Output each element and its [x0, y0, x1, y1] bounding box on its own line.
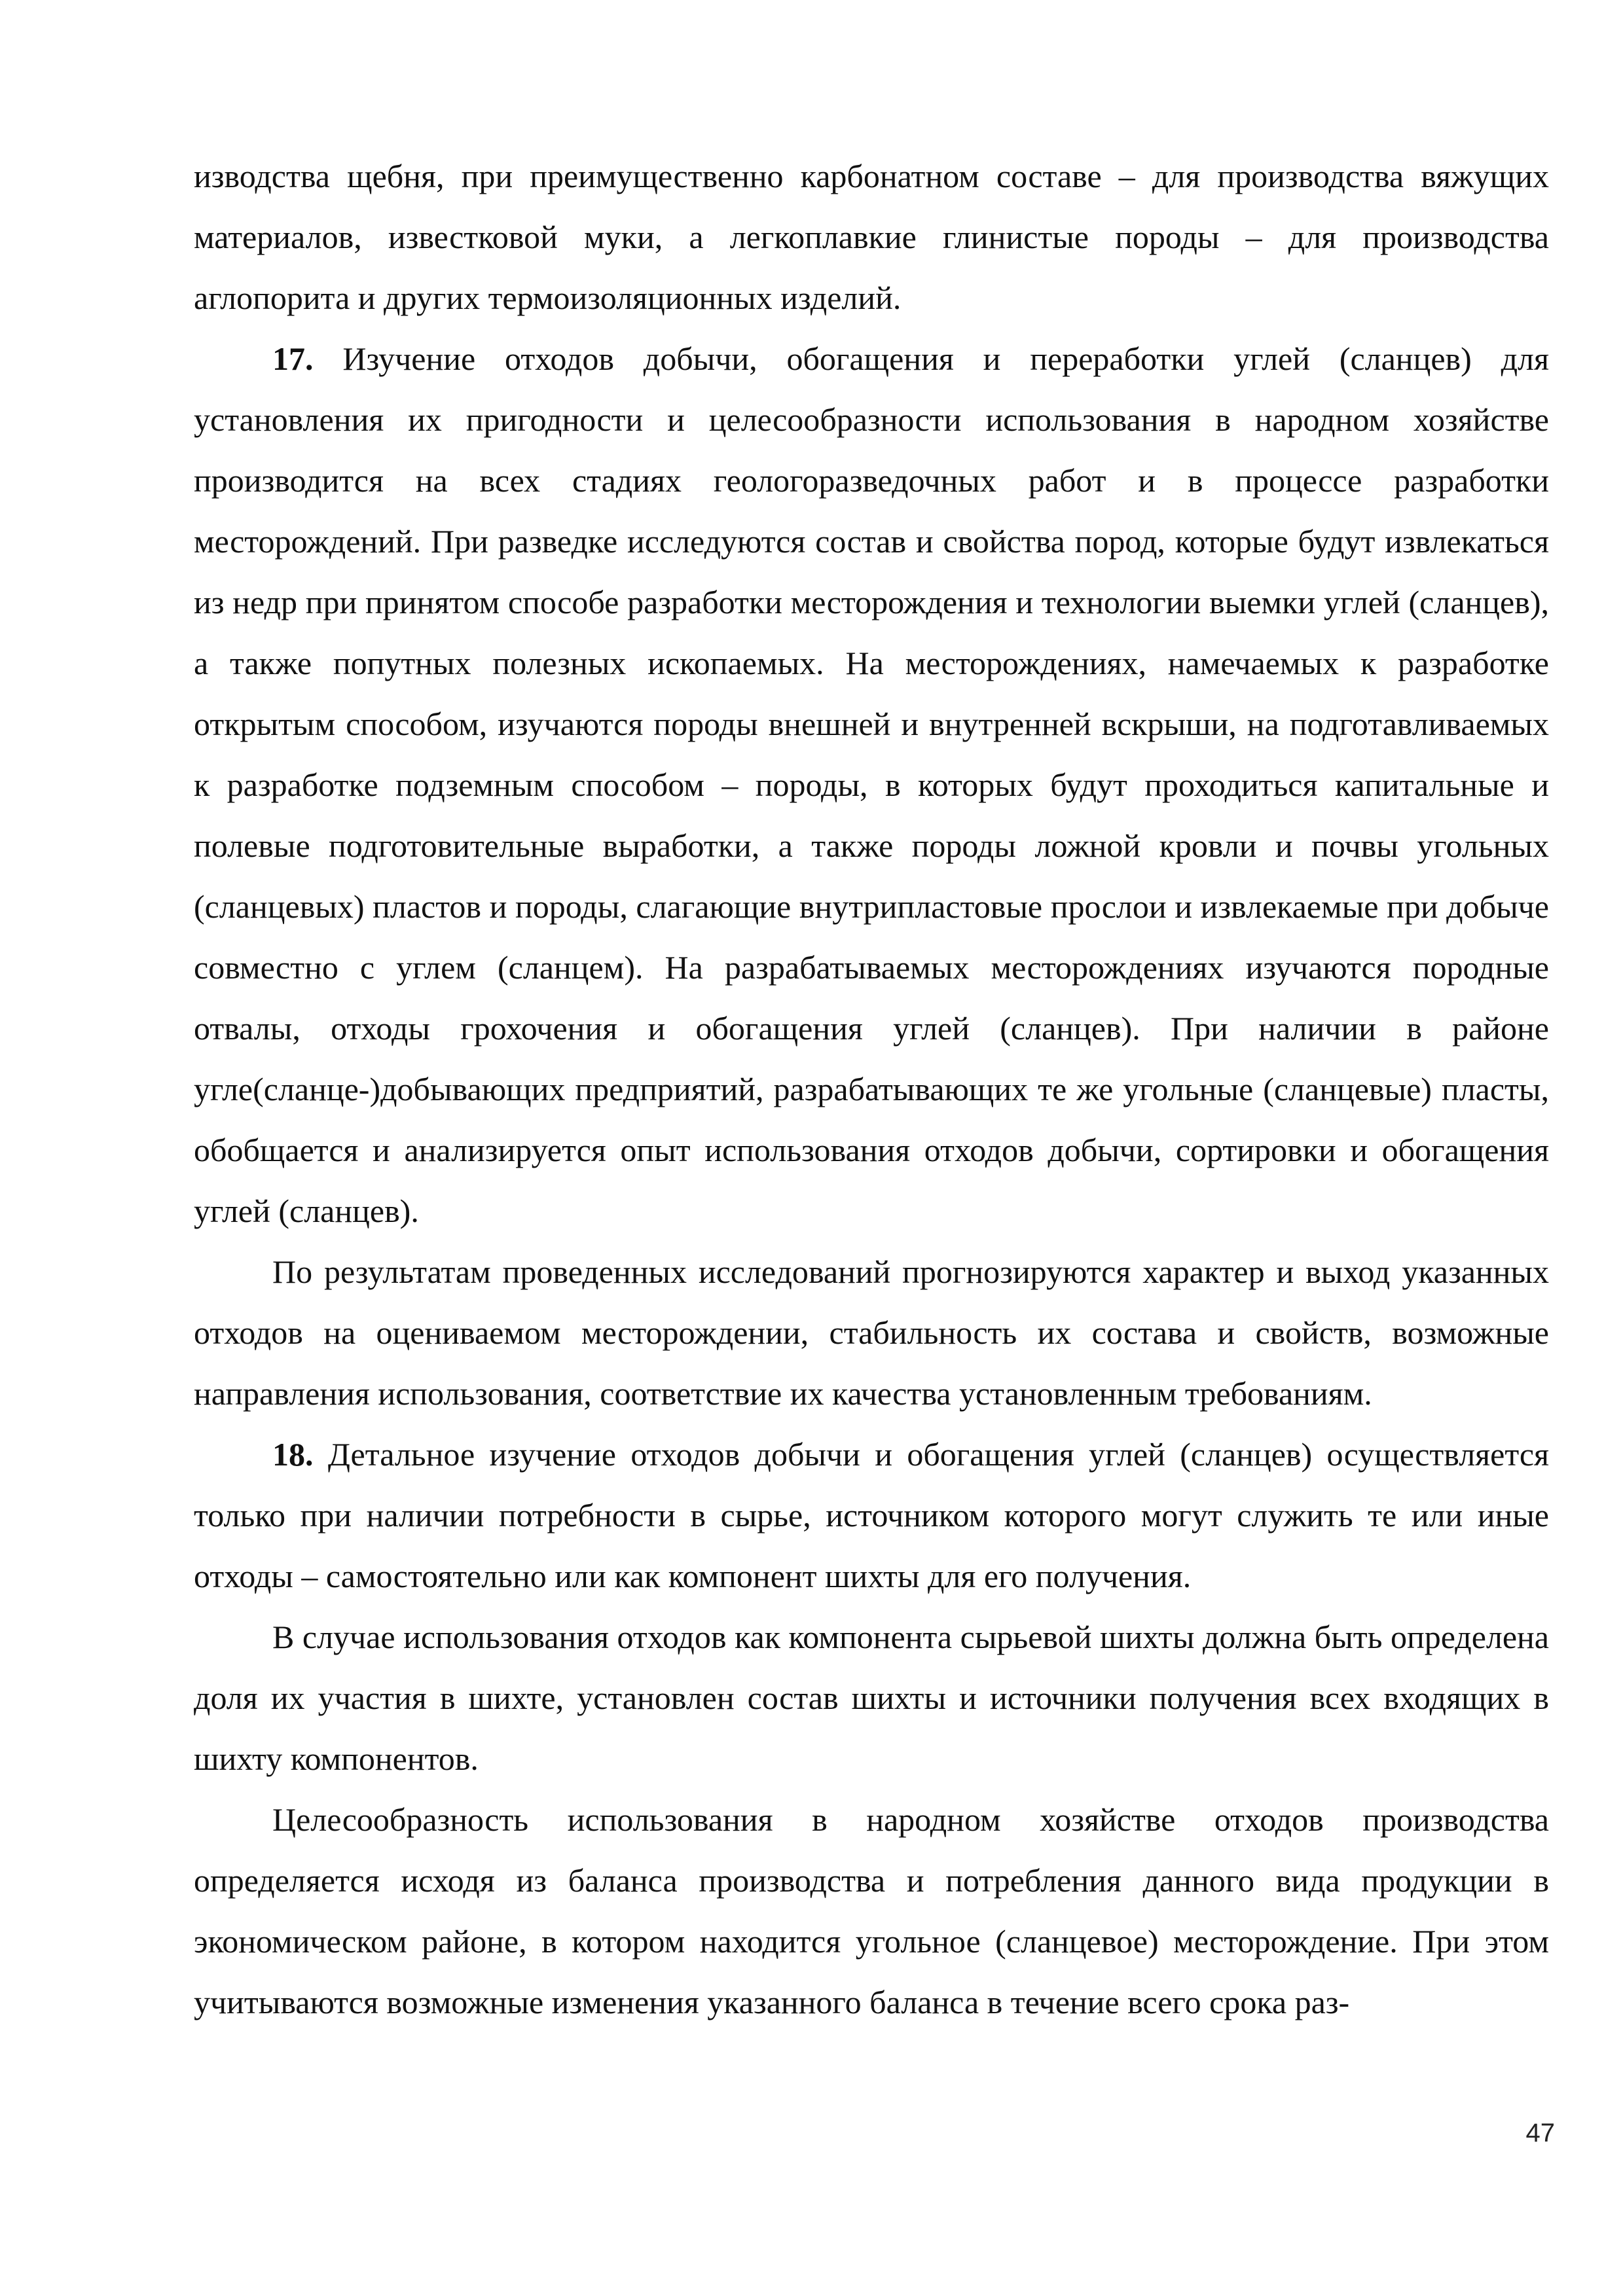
paragraph-text: Детальное изучение отходов добычи и обогащения углей (сланцев) осуществляется только при наличии потребности в сырье, источником которого могут служить те или иные отходы – самостоятельно или как компонент шихты для его получения. — [194, 1436, 1550, 1594]
item-number: 18. — [272, 1436, 314, 1473]
paragraph-text: Целесообразность использования в народном хозяйстве отходов производства определяется исходя из баланса производства и потребления данного вида продукции в экономическом районе, в котором находится угольное (сланцевое) месторождение. При этом учитываются возможные изменения указанного баланса в течение всего срока раз- — [194, 1801, 1549, 2020]
paragraph-text: Изучение отходов добычи, обогащения и переработки углей (сланцев) для установления их пригодности и целесообразности использования в народном хозяйстве производится на всех стадиях геологоразведочных работ и в процессе разработки месторождений. При разведке исследуются состав и свойства пород, которые будут извлекаться из недр при принятом способе разработки месторождения и технологии выемки углей (сланцев), а также попутных полезных ископаемых. На месторождениях, намечаемых к разработке открытым способом, изучаются породы внешней и внутренней вскрыши, на подготавливаемых к разработке подземным способом – породы, в которых будут проходиться капитальные и полевые подготовительные выработки, а также породы ложной кровли и почвы угольных (сланцевых) пластов и породы, слагающие внутрипластовые прослои и извлекаемые при добыче совместно с углем (сланцем). На разрабатываемых месторождениях изучаются породные отвалы, отходы грохочения и обогащения углей (сланцев). При наличии в районе угле(сланце-)добывающих предприятий, разрабатывающих те же угольные (сланцевые) пласты, обобщается и анализируется опыт использования отходов добычи, сортировки и обогащения углей (сланцев). — [194, 340, 1549, 1229]
item-number: 17. — [272, 340, 314, 377]
paragraph-text: В случае использования отходов как компонента сырьевой шихты должна быть определена доля их участия в шихте, установлен состав шихты и источники получения всех входящих в шихту компонентов. — [194, 1619, 1549, 1777]
paragraph-expediency — [194, 1789, 1549, 2033]
paragraph-charge — [194, 1607, 1549, 1789]
paragraph-text: По результатам проведенных исследований прогнозируются характер и выход указанных отходов на оцениваемом месторождении, стабильность их состава и свойств, возможные направления использования, соответствие их качества установленным требованиям. — [194, 1253, 1549, 1412]
paragraph-text: изводства щебня, при преимущественно карбонатном составе – для производства вяжущих материалов, известковой муки, а легкоплавкие глинистые породы – для производства аглопорита и других термоизоляционных изделий. — [194, 158, 1549, 316]
paragraph-item-17 — [194, 329, 1549, 1242]
paragraph-results — [194, 1242, 1549, 1424]
document-body — [194, 146, 1549, 2033]
paragraph-continuation — [194, 146, 1549, 329]
paragraph-item-18 — [194, 1424, 1549, 1607]
page-number: 47 — [1525, 2119, 1555, 2147]
